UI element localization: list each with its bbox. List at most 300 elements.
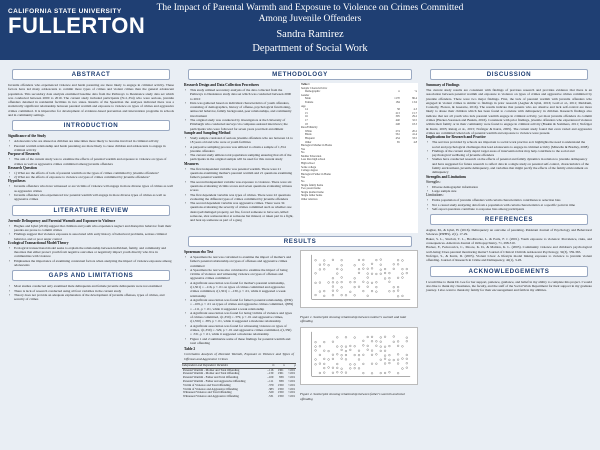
scatter-point	[384, 268, 386, 270]
table-cell: Yes	[301, 147, 306, 151]
scatter-point	[367, 349, 369, 351]
reference-item: Baker, S. L., Sinclair, T. L., Brodbrocke, L. & Earls, F. J. (2001). Youth exposure to violence: Prevalence, risks, and consequences. American Journal of Orthopsychiatry, 71, 298-310.	[426, 236, 592, 246]
list-item: • Ecological transactional model seeks to explain the relationship between individual, family, and community and theorizes that either protect youth from negative outcomes or negatively impact youth directly who live in communities with violence	[6, 246, 176, 259]
scatter-point	[354, 337, 356, 339]
list-item: • Large sample size	[424, 189, 594, 193]
table-cell: -.116	[267, 367, 274, 372]
list-item: • Studies have conducted research on the effects of parental and family dynamics in relation to juvenile delinquency and have suggested for future research to reflect data in a single study on parental self-control, characteristics of the family environment, juvenile delinquency, and variables that might pacify the effects of the family environment on delinquency	[424, 157, 594, 174]
table-cell: Some college	[301, 165, 317, 169]
scatter-point	[380, 341, 382, 343]
introduction-heading: INTRODUCTION	[12, 120, 170, 131]
table-cell: <.001	[288, 386, 295, 391]
scatter-point	[371, 350, 373, 352]
scatter-point	[354, 286, 356, 288]
scatter-point	[402, 358, 404, 360]
scatter-point	[349, 281, 351, 283]
acknowledgements-text: I would like to thank Dr. Lee for her support, patience, guidance, and belief in my ability to complete this project. I would also like to thank my classmates, the faculty, and the staff of the Social Work Department for their support in my graduate journey. I also want to thank my family for their encouragement and faith in my abilities.	[426, 279, 592, 293]
scatter-point	[332, 294, 334, 296]
scatter-point	[323, 268, 325, 270]
scatter-point	[323, 342, 325, 344]
table-cell: <.001	[288, 375, 295, 380]
scatter-point	[315, 259, 317, 261]
scatter-point	[384, 278, 386, 280]
scatter-point	[358, 286, 360, 288]
scatter-point	[315, 364, 317, 366]
list-item: • Self-report questions contribute to response bias among participants	[424, 207, 594, 211]
limitations-label: Limitations:	[426, 193, 444, 198]
table-cell: 1350	[277, 390, 284, 395]
scatter-point	[336, 364, 338, 366]
scatter-point	[367, 337, 369, 339]
list-item: • Findings suggest that violence exposure is associated with early history of behavioral problems, serious criminal behavior, and or poor anger control	[6, 232, 176, 241]
scatter-point	[341, 281, 343, 283]
table-cell: Biological Father in Home	[301, 172, 331, 176]
scatter-point	[323, 290, 325, 292]
scatter-point	[341, 368, 343, 370]
scatter-point	[358, 272, 360, 274]
gaps-heading: GAPS AND LIMITATIONS	[12, 270, 170, 281]
list-item: • The original study was conducted by investigators at the University of Pittsburgh who conducted surveys via computer-assisted interviews; the participants who were followed for seven years post their enrollment	[182, 118, 296, 131]
scatter-point	[397, 277, 399, 279]
scatter-point	[315, 294, 317, 296]
table-cell: 86.4	[412, 97, 417, 101]
table-cell: <.001	[288, 367, 295, 372]
scatter-point	[406, 358, 408, 360]
table-cell: <.001	[288, 382, 295, 387]
scatter-point	[406, 272, 408, 274]
table-cell: -.109	[267, 375, 274, 380]
table-cell: Female	[305, 100, 314, 104]
table-cell: .531	[268, 394, 274, 399]
table-cell: <.001	[288, 379, 295, 384]
table-cell: 65	[397, 140, 400, 144]
scatter-point	[345, 372, 347, 374]
implications-heading: Implications for Research and Practice	[426, 135, 486, 140]
table-cell: .379	[268, 382, 274, 387]
table-cell: Victim of Violence and Aggressive Offending	[183, 386, 238, 391]
list-item: • Juvenile offenders who experienced low parental warmth will engage in more diverse types of crimes as well as aggressive crimes	[6, 193, 176, 202]
scatter-point	[341, 346, 343, 348]
scatter-point	[402, 273, 404, 275]
scatter-point	[376, 345, 378, 347]
scatter-point	[319, 291, 321, 293]
scatter-point	[341, 264, 343, 266]
scatter-point	[393, 263, 395, 265]
table-cell: Single family home	[301, 183, 324, 187]
measures-heading: Measures	[184, 161, 199, 166]
table-cell: <.001	[288, 371, 295, 376]
table-cell: No	[301, 151, 305, 155]
scatter-point	[315, 272, 317, 274]
scatter-point	[362, 264, 364, 266]
poster-title: The Impact of Parental Warmth and Exposure to Violence on Crimes Committed Among Juvenile Offenders	[156, 3, 464, 24]
table1	[300, 83, 418, 202]
scatter-point	[397, 373, 399, 375]
scatter-point	[319, 354, 321, 356]
scatter-point	[332, 277, 334, 279]
scatter-point	[397, 286, 399, 288]
scatter-point	[319, 373, 321, 375]
campus-name: FULLERTON	[8, 13, 146, 38]
scatter-point	[397, 263, 399, 265]
scatter-point	[389, 372, 391, 374]
table2-title: Correlation Analysis of Parental Warmth, Exposure to Violence and Types of Offenses and Aggressive Crimes	[184, 352, 294, 361]
scatter-point	[402, 268, 404, 270]
scatter-point	[328, 264, 330, 266]
scatter-point	[323, 260, 325, 262]
table-cell: Yes	[301, 176, 306, 180]
scatter-point	[380, 264, 382, 266]
table-cell: 4.8	[413, 140, 417, 144]
scatter-point	[345, 355, 347, 357]
table-cell: Parental Warmth - Mother and Total Offending	[183, 367, 240, 372]
table-cell: 1301	[277, 371, 284, 376]
hypotheses-heading: Hypotheses	[8, 179, 26, 184]
table-cell: %	[414, 90, 417, 94]
scatter-point	[380, 373, 382, 375]
right-column	[424, 66, 594, 292]
table-row	[182, 395, 296, 399]
table-cell: Victim of Violence and Total Offending	[183, 382, 231, 387]
table-cell: 14	[305, 108, 308, 112]
scatter-point	[349, 345, 351, 347]
scatter-point	[362, 340, 364, 342]
table-cell: Mother Education	[301, 154, 322, 158]
table-cell: 248	[395, 122, 400, 126]
scatterplot-mother-warmth	[300, 250, 418, 308]
list-item: • A Spearman rho test was calculated to examine the impact of mother's and father's parental relationship on types of offenses and aggressive crimes committed	[182, 255, 296, 268]
scatter-point	[341, 372, 343, 374]
scatter-point	[358, 355, 360, 357]
scatter-point	[336, 268, 338, 270]
scatter-point	[336, 354, 338, 356]
scatter-point	[328, 351, 330, 353]
list-item: • Findings of the current study depict target areas of intervention that may help contribute to the social and psychological wellbeing of juvenile offenders	[424, 149, 594, 158]
scatter-point	[332, 259, 334, 261]
scatter-point	[336, 372, 338, 374]
lit-subheading: Juvenile Delinquency and Parental Warmth and Exposure to Violence	[8, 218, 116, 223]
table-cell: <.001	[288, 390, 295, 395]
list-item: • Most studies conducted only examined male delinquents and female juvenile delinquents were not examined	[6, 284, 176, 288]
table-cell: 32.5	[412, 118, 417, 122]
reference-item: Nofziger, S., & Kurtz, D. (2005). Violent Lives: A lifestyle model linking exposure to violence to juvenile violent offending. Journal of Research in Crime and Delinquency, 42(1), 3-26.	[426, 253, 592, 263]
scatter-point	[336, 367, 338, 369]
table-cell: High school	[301, 162, 315, 166]
table-cell: 213	[395, 111, 400, 115]
title-block	[150, 3, 470, 56]
table-cell: 18	[305, 122, 308, 126]
list-item: • A significant association was found for father's parental relationship, r(839) = -.109, p < .01 on types of crimes and aggressive crimes committed, r(839) = -.111, p < .01, while it suggested a weak relationship	[182, 298, 296, 311]
scatter-point	[345, 351, 347, 353]
scatter-point	[371, 363, 373, 365]
list-item: • The second dependent variable was aggressive crimes. There were 34 questions evaluating the severity of crimes committed such as whether one destroyed/damaged property, set fire, forced someone to have sex, killed someone, shot someone/shot at someone but missed, or taken part in a fight, and beat up someone as part of a gang	[182, 201, 296, 222]
table-header-cell: p	[285, 363, 296, 368]
scatter-point	[371, 336, 373, 338]
scatter-point	[389, 355, 391, 357]
scatter-point	[354, 264, 356, 266]
scatter-point	[323, 264, 325, 266]
chart-axis	[312, 255, 410, 299]
scatter-point	[336, 282, 338, 284]
scatter-point	[384, 355, 386, 357]
table1-caption: Table 1	[301, 83, 310, 86]
table-cell: .529	[268, 390, 274, 395]
research-question-heading: Research Question	[8, 165, 37, 170]
scatter-point	[397, 295, 399, 297]
scatter-point	[393, 341, 395, 343]
scatter-point	[362, 345, 364, 347]
scatter-point	[345, 359, 347, 361]
table-cell: No	[301, 180, 305, 184]
scatter-point	[341, 277, 343, 279]
scatter-point	[384, 346, 386, 348]
table-cell: 18.3	[412, 122, 417, 126]
scatter-point	[384, 272, 386, 274]
scatter-point	[406, 363, 408, 365]
list-item: • The aim of the current study was to examine the effects of parental warmth and exposure to violence on types of crimes as well as aggressive crimes committed among juvenile offenders	[6, 157, 176, 166]
scatter-point	[323, 372, 325, 374]
scatter-point	[367, 282, 369, 284]
table-cell: 41.4	[412, 133, 417, 137]
scatter-point	[393, 290, 395, 292]
scatter-point	[332, 354, 334, 356]
table-cell: Gender	[301, 93, 310, 97]
scatter-point	[367, 286, 369, 288]
table-cell: <.001	[288, 394, 295, 399]
table-cell: 395	[395, 115, 400, 119]
scatter-point	[328, 359, 330, 361]
author-name: Sandra Ramirez	[276, 29, 344, 40]
list-item: • Entire population of juvenile offenders with certain characteristics contributes to selection bias	[424, 198, 594, 202]
scatter-point	[358, 259, 360, 261]
scatter-point	[380, 350, 382, 352]
table-cell: Parental Warmth - Father and Total Offending	[183, 375, 239, 380]
table-cell: Demographic	[305, 90, 321, 94]
methodology-text	[182, 83, 296, 223]
table-cell: 1350	[277, 382, 284, 387]
scatter-point	[389, 346, 391, 348]
scatter-point	[380, 359, 382, 361]
literature-review-heading: LITERATURE REVIEW	[12, 205, 170, 216]
scatter-point	[376, 281, 378, 283]
scatter-point	[380, 346, 382, 348]
list-item: • Emphasizes the importance of examining contextual factors when analyzing the impact of violence exposure among adolescents	[6, 259, 176, 268]
table-cell: 184	[395, 100, 400, 104]
scatter-point	[341, 259, 343, 261]
list-item: • Figure 1 and 2 summarize some of these findings for parental warmth and total offending	[182, 337, 296, 346]
sample-heading: Sample and Sampling Method	[184, 130, 231, 135]
scatter-point	[384, 336, 386, 338]
scatter-point	[376, 341, 378, 343]
scatter-point	[406, 268, 408, 270]
table1-subcaption: Sample Characteristics	[301, 86, 328, 90]
scatter-point	[406, 367, 408, 369]
scatter-point	[345, 294, 347, 296]
list-item: • Study sample consisted of serious juvenile offenders who are between 14 to 18 years old and who were at youth facilities	[182, 136, 296, 145]
scatter-point	[354, 346, 356, 348]
abstract-text: Juvenile offenders who experienced violence and harsh parenting are more likely to engage in criminal activity. These factors have led many adolescents to commit more types of crimes and violent crimes than the general adolescent population. This secondary data analysis examined baseline data from the Pathways to Desistance study data set which was conducted between 2000 to 2010. The current study included participants (N=1,354) who were serious, juvenile offenders detained in residential facilities in two states. Results of the Spearman rho analyses indicated there was a statistically significant relationship between parental warmth and exposure to violence on types of crimes and aggressive crimes committed. It is imperative for development of evidence-based prevention and intervention programs in schools and in community settings.	[8, 83, 174, 118]
scatter-point	[376, 273, 378, 275]
table-header-cell: Independent and Dependent Variables	[182, 363, 264, 368]
table-cell: White	[305, 129, 312, 133]
scatter-point	[393, 286, 395, 288]
scatter-point	[319, 346, 321, 348]
scatter-point	[323, 368, 325, 370]
table-cell: 4.3	[413, 108, 417, 112]
table-cell: College degree	[301, 169, 318, 173]
table-cell: n	[398, 90, 400, 94]
scatter-point	[354, 368, 356, 370]
table2-caption: Table 2	[184, 347, 196, 352]
scatter-point	[319, 264, 321, 266]
scatter-point	[389, 290, 391, 292]
scatter-point	[367, 268, 369, 270]
scatter-point	[354, 281, 356, 283]
scatter-point	[380, 269, 382, 271]
scatter-point	[358, 359, 360, 361]
table-cell: .383	[268, 386, 274, 391]
list-item: • Juvenile offenders who have witnessed or are victims of violence will engage in more diverse types of crimes as well as aggressive crimes	[6, 184, 176, 193]
scatter-point	[336, 346, 338, 348]
scatter-point	[354, 355, 356, 357]
scatter-point	[371, 273, 373, 275]
scatter-point	[362, 363, 364, 365]
scatter-point	[341, 358, 343, 360]
methodology-section	[182, 83, 418, 233]
table-cell: 15	[305, 111, 308, 115]
table-cell	[382, 198, 401, 202]
table-cell: 454	[395, 136, 400, 140]
sample-table	[300, 83, 418, 233]
scatter-point	[402, 295, 404, 297]
table-cell: Witnessed Violence and Total Offending	[183, 390, 232, 395]
scatter-point	[367, 295, 369, 297]
table-cell: Single father home	[301, 194, 323, 198]
scatter-point	[362, 354, 364, 356]
list-item: • The services provided by schools are important to social work practice as it highlights the need to understand the social and psychological challenges that lead adolescents to engage in criminal activity (Mincelle & Bradley, 2008)	[424, 140, 594, 149]
left-column	[6, 66, 176, 302]
scatter-point	[354, 294, 356, 296]
list-item: • Adolescents who are abused as children are nine times more likely to become involved in criminal activity	[6, 139, 176, 143]
results-heading: RESULTS	[188, 236, 412, 247]
scatter-point	[397, 359, 399, 361]
table-cell: 1350	[277, 386, 284, 391]
scatter-point	[349, 291, 351, 293]
table-cell: Witnessed Violence and Aggressive Offending	[183, 394, 239, 399]
scatter-point	[362, 373, 364, 375]
list-item: • The current study utilizes total population sampling ensuring that all of the participants in the original sample will be used for this current study	[182, 153, 296, 162]
list-item: • Data was gathered based on individual characteristics of youth offenders, consisting of demographics, history of offense, psychological functioning, antisocial behavior, family background, peer relationships, and community involvement	[182, 101, 296, 118]
scatter-point	[402, 346, 404, 348]
table-cell: -.130	[267, 371, 274, 376]
scatter-point	[397, 354, 399, 356]
scatter-point	[358, 350, 360, 352]
list-item: • Hughes and Iqbal (2016) suggest that children and youth who experience neglect and disruptive behavior from their parents are prone to commit crimes	[6, 224, 176, 233]
scatter-point	[354, 364, 356, 366]
table-cell: 13.6	[412, 100, 417, 104]
spearman-heading: Spearman rho Test	[184, 250, 214, 254]
scatterplot-father-warmth	[300, 327, 418, 385]
references-heading: REFERENCES	[430, 214, 588, 225]
table-cell: 1301	[277, 367, 284, 372]
design-heading: Research Design and Data Collection Procedures	[184, 83, 259, 87]
scatter-point	[371, 263, 373, 265]
scatter-point	[371, 373, 373, 375]
table-cell: Parental Warmth - Mother and Total Offending	[183, 371, 240, 376]
scatter-point	[358, 368, 360, 370]
scatter-point	[332, 290, 334, 292]
scatter-point	[336, 273, 338, 275]
acknowledgements-heading: ACKNOWLEDGEMENTS	[430, 266, 588, 277]
scatter-point	[380, 259, 382, 261]
list-item: • A significant association was found for being victims of violence and types of crimes committed, r(1,350) = .379, p < .01 and aggressive crimes, r(1,350) = .383, p < .01, while it suggested a moderate relationship	[182, 311, 296, 324]
list-item: • A purposive sampling process was utilized to obtain a sample of 1,354 juvenile offenders	[182, 145, 296, 154]
scatter-point	[402, 368, 404, 370]
methodology-heading: METHODOLOGY	[188, 69, 412, 80]
scatter-point	[376, 286, 378, 288]
table-cell: 58	[397, 108, 400, 112]
scatter-point	[323, 295, 325, 297]
table-cell: Other	[305, 140, 312, 144]
summary-heading: Summary of Findings	[426, 83, 460, 87]
scatter-point	[389, 363, 391, 365]
list-item: • There is lack of research conducted using all four variables in the current study	[6, 289, 176, 293]
table-cell: 15.7	[412, 111, 417, 115]
scatter-point	[376, 291, 378, 293]
table-cell: Two parent home	[301, 187, 321, 191]
scatter-point	[362, 268, 364, 270]
scatter-point	[341, 286, 343, 288]
scatter-point	[328, 282, 330, 284]
scatter-point	[358, 268, 360, 270]
scatter-point	[332, 372, 334, 374]
list-item: • Not a causal study analyzing data from a population with certain characteristics at a specific point in time	[424, 203, 594, 207]
scatter-point	[380, 337, 382, 339]
list-item: • A Spearman rho test was also calculated to examine the impact of being victims of violence and witnessing violence on types of offenses and aggressive crimes committed	[182, 268, 296, 281]
scatter-point	[362, 259, 364, 261]
scatter-point	[341, 355, 343, 357]
scatter-point	[367, 345, 369, 347]
scatter-point	[332, 341, 334, 343]
figure1-caption: Figure 1. Scatterplot showing relationship between mother's warmth and total offending	[300, 315, 407, 324]
scatter-point	[354, 277, 356, 279]
scatter-point	[397, 290, 399, 292]
scatter-point	[384, 363, 386, 365]
poster-header	[0, 0, 600, 60]
scatter-point	[406, 337, 408, 339]
scatter-point	[315, 350, 317, 352]
scatter-point	[349, 349, 351, 351]
table-cell: Black	[305, 133, 312, 137]
table-cell: -.111	[267, 379, 274, 384]
table-header-cell: rs	[264, 363, 274, 368]
scatter-point	[345, 346, 347, 348]
chart-axis	[312, 332, 410, 376]
university-name: CALIFORNIA STATE UNIVERSITY	[8, 8, 122, 15]
list-item: • The first independent variable was parental warmth. There were 21 questions examining mother's parental warmth and 21 questions examining father's parental warmth	[182, 167, 296, 180]
scatter-point	[323, 363, 325, 365]
scatter-point	[315, 282, 317, 284]
strengths-label: Strengths:	[426, 179, 441, 184]
scatter-point	[376, 259, 378, 261]
scatter-point	[349, 368, 351, 370]
scatter-point	[341, 269, 343, 271]
table-cell: 440	[395, 118, 400, 122]
table-cell: Other relatives	[301, 198, 318, 201]
list-item: • Parental warmth relationship and harsh parenting are more likely to cause children and adolescents to engage in criminal activity	[6, 144, 176, 153]
department-name: Department of Social Work	[252, 43, 368, 54]
scatter-point	[341, 294, 343, 296]
